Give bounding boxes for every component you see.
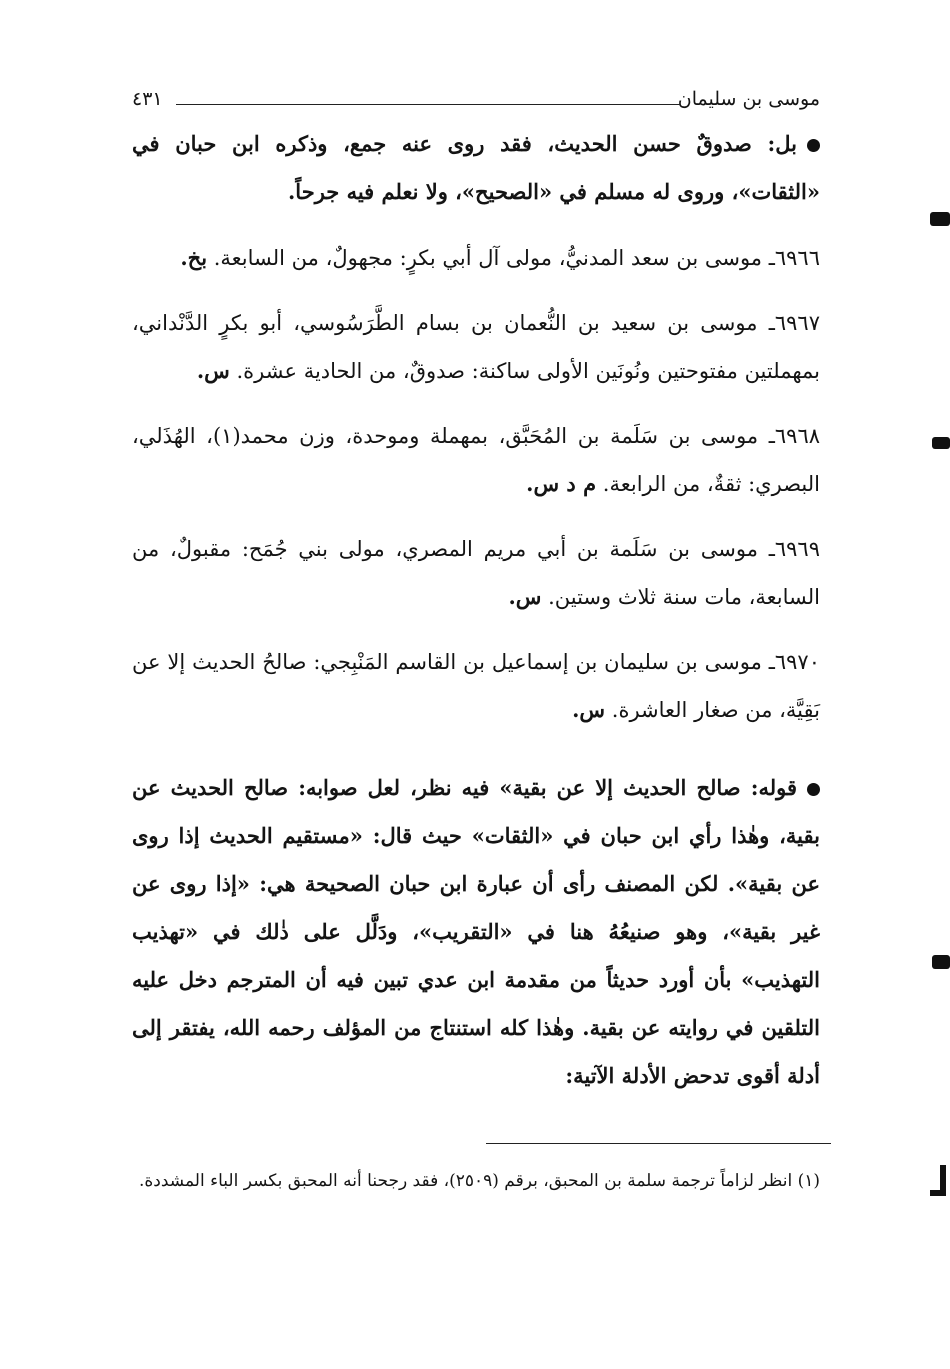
paragraph-commentary-1	[132, 120, 820, 216]
entry-6966	[132, 234, 820, 282]
header-rule	[176, 104, 680, 105]
entry-6970	[132, 639, 820, 734]
entry-symbol: م د س.	[526, 471, 597, 496]
footnote-rule	[486, 1143, 831, 1144]
entry-text: ٦٩٦٨ـ موسى بن سَلَمة بن المُحَبَّق، بمهملة وموحدة، وزن محمد(١)، الهُذَلي، البصري: ثقةٌ، من الرابعة.	[132, 424, 821, 496]
scan-edge-mark	[930, 212, 950, 226]
main-text	[132, 120, 820, 1100]
scan-edge-mark	[932, 955, 950, 969]
entry-text: ٦٩٧٠ـ موسى بن سليمان بن إسماعيل بن القاسم المَنْبِجي: صالحُ الحديث إلا عن بَقِيَّة، من صغار العاشرة.	[132, 650, 820, 722]
bullet-icon	[807, 139, 820, 152]
scan-edge-mark	[932, 437, 950, 449]
page-number: ٤٣١	[132, 88, 163, 110]
entry-symbol: س.	[196, 358, 230, 383]
entry-6967	[132, 300, 820, 395]
scan-edge-mark	[930, 1190, 946, 1196]
entry-6969	[132, 526, 820, 621]
bullet-icon	[807, 783, 820, 796]
entry-text: ٦٩٦٧ـ موسى بن سعيد بن النُّعمان بن بسام الطَّرَسُوسي، أبو بكرٍ الدَّنْداني، بمهملتين مفتوحتين ونُونَين الأولى ساكنة: صدوقٌ، من الحادية عشرة.	[132, 311, 820, 383]
entry-symbol: بخ.	[180, 245, 208, 270]
entry-symbol: س.	[572, 697, 606, 722]
entry-symbol: س.	[508, 584, 542, 609]
running-header	[132, 86, 820, 116]
running-title: موسى بن سليمان	[670, 86, 820, 112]
entry-text: ٦٩٦٦ـ موسى بن سعد المدنيُّ، مولى آل أبي بكرٍ: مجهولٌ، من السابعة.	[213, 246, 820, 270]
footnote: (١) انظر لزاماً ترجمة سلمة بن المحبق، برقم (٢٥٠٩)، فقد رجحنا أنه المحبق بكسر الباء المشددة.	[138, 1171, 820, 1191]
paragraph-text: بل: صدوقٌ حسن الحديث، فقد روى عنه جمع، وذكره ابن حبان في «الثقات»، وروى له مسلم في «الصحيح»، ولا نعلم فيه جرحاً.	[132, 131, 820, 204]
entry-6968	[132, 413, 820, 508]
paragraph-commentary-2	[132, 764, 820, 1100]
entry-text: ٦٩٦٩ـ موسى بن سَلَمة بن أبي مريم المصري، مولى بني جُمَح: مقبولٌ، من السابعة، مات سنة ثلاث وستين.	[132, 537, 820, 609]
paragraph-text: قوله: صالح الحديث إلا عن بقية» فيه نظر، لعل صوابه: صالح الحديث عن بقية، وهٰذا رأي ابن حبان في «الثقات» حيث قال: «مستقيم الحديث إذا روى عن بقية». لكن المصنف رأى أن عبارة ابن حبان الصحيحة هي: «إذا روى عن غير بقية»، وهو صنيعُهُ هنا في «التقريب»، ودَلَّل على ذٰلك في «تهذيب التهذيب» بأن أورد حديثاً من مقدمة ابن عدي تبين فيه أن المترجم دخل عليه التلقين في روايته عن بقية. وهٰذا كله استنتاج من المؤلف رحمه الله، يفتقر إلى أدلة أقوى تدحض الأدلة الآتية:	[132, 775, 820, 1088]
